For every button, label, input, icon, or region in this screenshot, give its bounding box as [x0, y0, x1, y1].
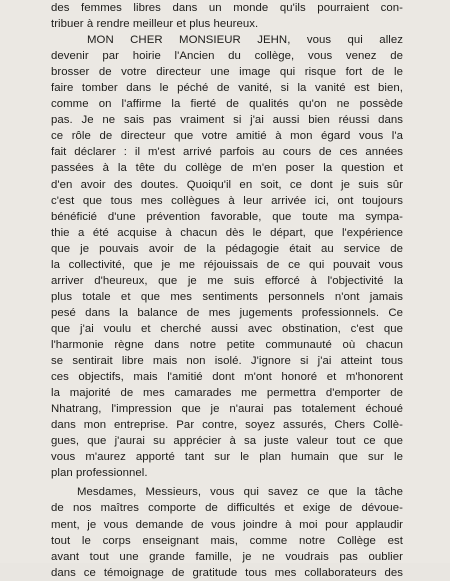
text-line: l'harmonie règne dans notre petite communauté où chacun [51, 338, 403, 351]
text-line: ment, je vous demande de vous joindre à moi pour applaudir [51, 518, 403, 531]
text-line: comme on l'affirme la fierté de qualités qu'on ne possède [51, 98, 403, 111]
text-line: tout le corps enseignant mais, comme notre Collège est [51, 534, 403, 547]
text-line: bénéficié d'une prévention favorable, que toute ma sympa- [51, 210, 403, 223]
text-line: pas. Je ne sais pas vraiment si j'ai aussi bien réussi dans [51, 114, 403, 127]
text-line: pesé dans la balance de mes jugements professionnels. Ce [51, 306, 403, 319]
paragraph-3 [51, 484, 403, 580]
text-line: gues, que j'aurai su apprécier à sa juste valeur tout ce que [51, 435, 403, 448]
text-line: de nos maîtres comporte de difficultés et exige de dévoue- [51, 502, 403, 515]
text-line: tribuer à rendre meilleur et plus heureux. [51, 18, 259, 31]
text-line: passées à la tête du collège de m'en poser la question et [51, 162, 403, 175]
text-line: c'est que tous mes collègues à leur arrivée ici, ont toujours [51, 194, 403, 207]
text-line: brosser de votre directeur une image qui risque fort de le [51, 66, 403, 79]
body-text [51, 0, 403, 581]
text-line: Mesdames, Messieurs, vous qui savez ce que la tâche [77, 486, 403, 499]
text-line: plan professionnel. [51, 467, 148, 480]
paragraph-2 [51, 32, 403, 481]
text-line: arriver d'heureux, que je me suis efforcé à l'objectivité la [51, 274, 403, 287]
text-line: Nhatrang, l'impression que je n'aurai pas totalement échoué [51, 403, 403, 416]
paragraph-1 [51, 0, 403, 32]
text-line: fait déclarer : il m'est arrivé parfois au cours de ces années [51, 146, 403, 159]
text-line: la collectivité, que je me réjouissais de ce qui pouvait vous [51, 258, 403, 271]
text-line: dans ce témoignage de gratitude tous mes collaborateurs des [51, 566, 403, 579]
text-line: ce rôle de directeur que votre amitié à mon égard vous l'a [51, 130, 403, 143]
text-line: MON CHER MONSIEUR JEHN, vous qui allez [87, 34, 403, 47]
text-line: dans mon entreprise. Par contre, soyez assurés, Chers Collè- [51, 419, 403, 432]
text-line: vous m'aurez apporté tant sur le plan humain que sur le [51, 451, 403, 464]
text-line: faire tomber dans le péché de vanité, si la vanité est bien, [51, 82, 403, 95]
text-line: d'en avoir des doutes. Quoiqu'il en soit, ce dont je suis sûr [51, 178, 403, 191]
text-line: avant tout une grande famille, je ne voudrais pas oublier [51, 550, 403, 563]
text-line: se sentirait libre mais non isolé. J'ignore si j'ai atteint tous [51, 355, 403, 368]
text-line: que je pouvais avoir de la pédagogie était au service de [51, 242, 403, 255]
text-line: thie a été acquise à chacun dès le départ, que l'expérience [51, 226, 403, 239]
text-line: plus totale et que mes sentiments personnels n'ont jamais [51, 290, 403, 303]
text-line: devenir par hoirie l'Ancien du collège, vous venez de [51, 50, 403, 63]
text-line: la majorité de mes camarades me permettra d'emporter de [51, 387, 403, 400]
text-line: ces objectifs, mais l'amitié dont m'ont honoré et m'honorent [51, 371, 403, 384]
text-line: des femmes libres dans un monde qu'ils pourraient con- [51, 2, 403, 14]
text-line: que j'ai voulu et cherché aussi avec obstination, c'est que [51, 322, 403, 335]
